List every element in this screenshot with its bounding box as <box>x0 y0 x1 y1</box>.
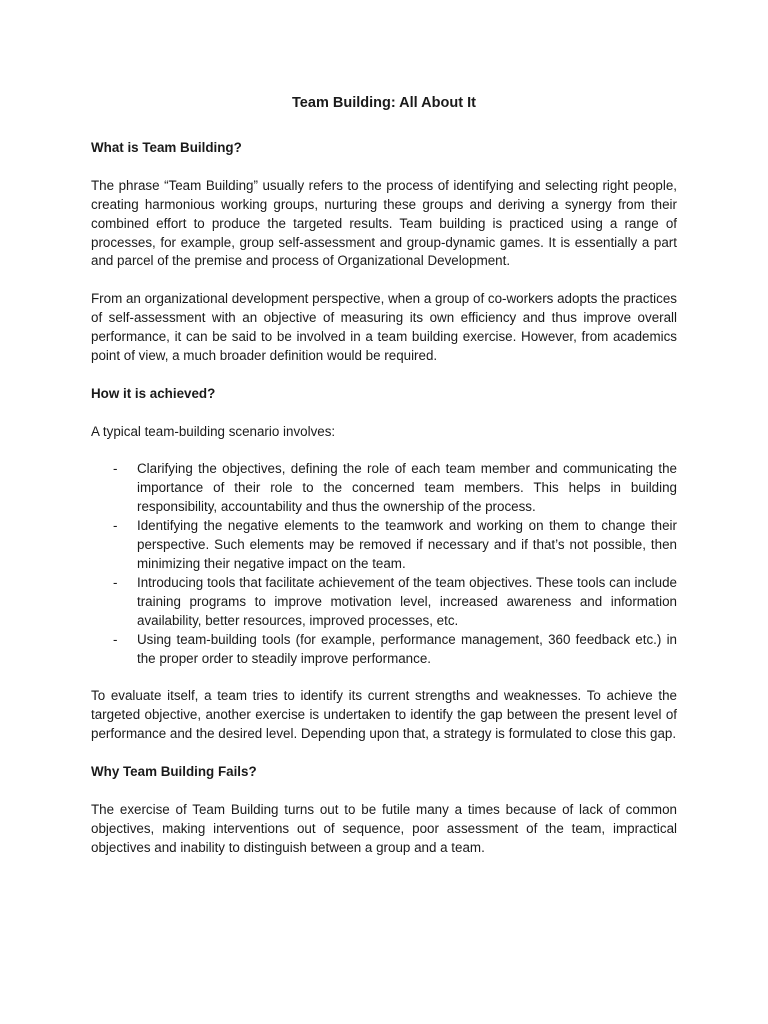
bullet-dash: - <box>113 461 118 477</box>
list-item <box>91 574 677 631</box>
section-heading-fails: Why Team Building Fails? <box>91 763 257 779</box>
paragraph-evaluation: To evaluate itself, a team tries to identify its current strengths and weaknesses. To achieve the targeted objective, another exercise is undertaken to identify the gap between the present level of performance and the desired level. Depending upon that, a strategy is formulated to close this gap. <box>91 688 677 742</box>
paragraph-scenario-intro: A typical team-building scenario involves: <box>91 423 336 439</box>
paragraph-od-perspective: From an organizational development perspective, when a group of co-workers adopts the practices of self-assessment with an objective of measuring its own efficiency and thus improve overall performance, it can be said to be involved in a team building exercise. However, from academics point of view, a much broader definition would be required. <box>91 291 677 363</box>
bullet-dash: - <box>113 631 118 647</box>
section-heading-what: What is Team Building? <box>91 139 242 155</box>
section-heading-how: How it is achieved? <box>91 385 216 401</box>
document-title: Team Building: All About It <box>292 95 476 111</box>
list-item-text: Introducing tools that facilitate achievement of the team objectives. These tools can include training programs to improve motivation level, increased awareness and information availability, better resources, improved processes, etc. <box>137 574 677 628</box>
paragraph-failure-reasons: The exercise of Team Building turns out to be futile many a times because of lack of common objectives, making interventions out of sequence, poor assessment of the team, impractical objectives and inability to distinguish between a group and a team. <box>91 801 677 855</box>
list-item-text: Using team-building tools (for example, performance management, 360 feedback etc.) in the proper order to steadily improve performance. <box>137 631 677 666</box>
list-item-text: Clarifying the objectives, defining the role of each team member and communicating the importance of their role to the concerned team members. This helps in building responsibility, accountability and thus the ownership of the process. <box>137 461 677 515</box>
paragraph-definition: The phrase “Team Building” usually refers to the process of identifying and selecting right people, creating harmonious working groups, nurturing these groups and deriving a synergy from their combined effort to produce the targeted results. Team building is practiced using a range of processes, for example, group self-assessment and group-dynamic games. It is essentially a part and parcel of the premise and process of Organizational Development. <box>91 177 677 269</box>
list-item <box>91 517 677 574</box>
bullet-dash: - <box>113 518 118 534</box>
bullet-dash: - <box>113 574 118 590</box>
list-item <box>91 631 677 669</box>
scenario-list <box>91 460 677 668</box>
list-item-text: Identifying the negative elements to the teamwork and working on them to change their perspective. Such elements may be removed if necessary and if that’s not possible, then minimizing their negative impact on the team. <box>137 518 677 571</box>
list-item <box>91 460 677 517</box>
document-page <box>91 94 677 876</box>
